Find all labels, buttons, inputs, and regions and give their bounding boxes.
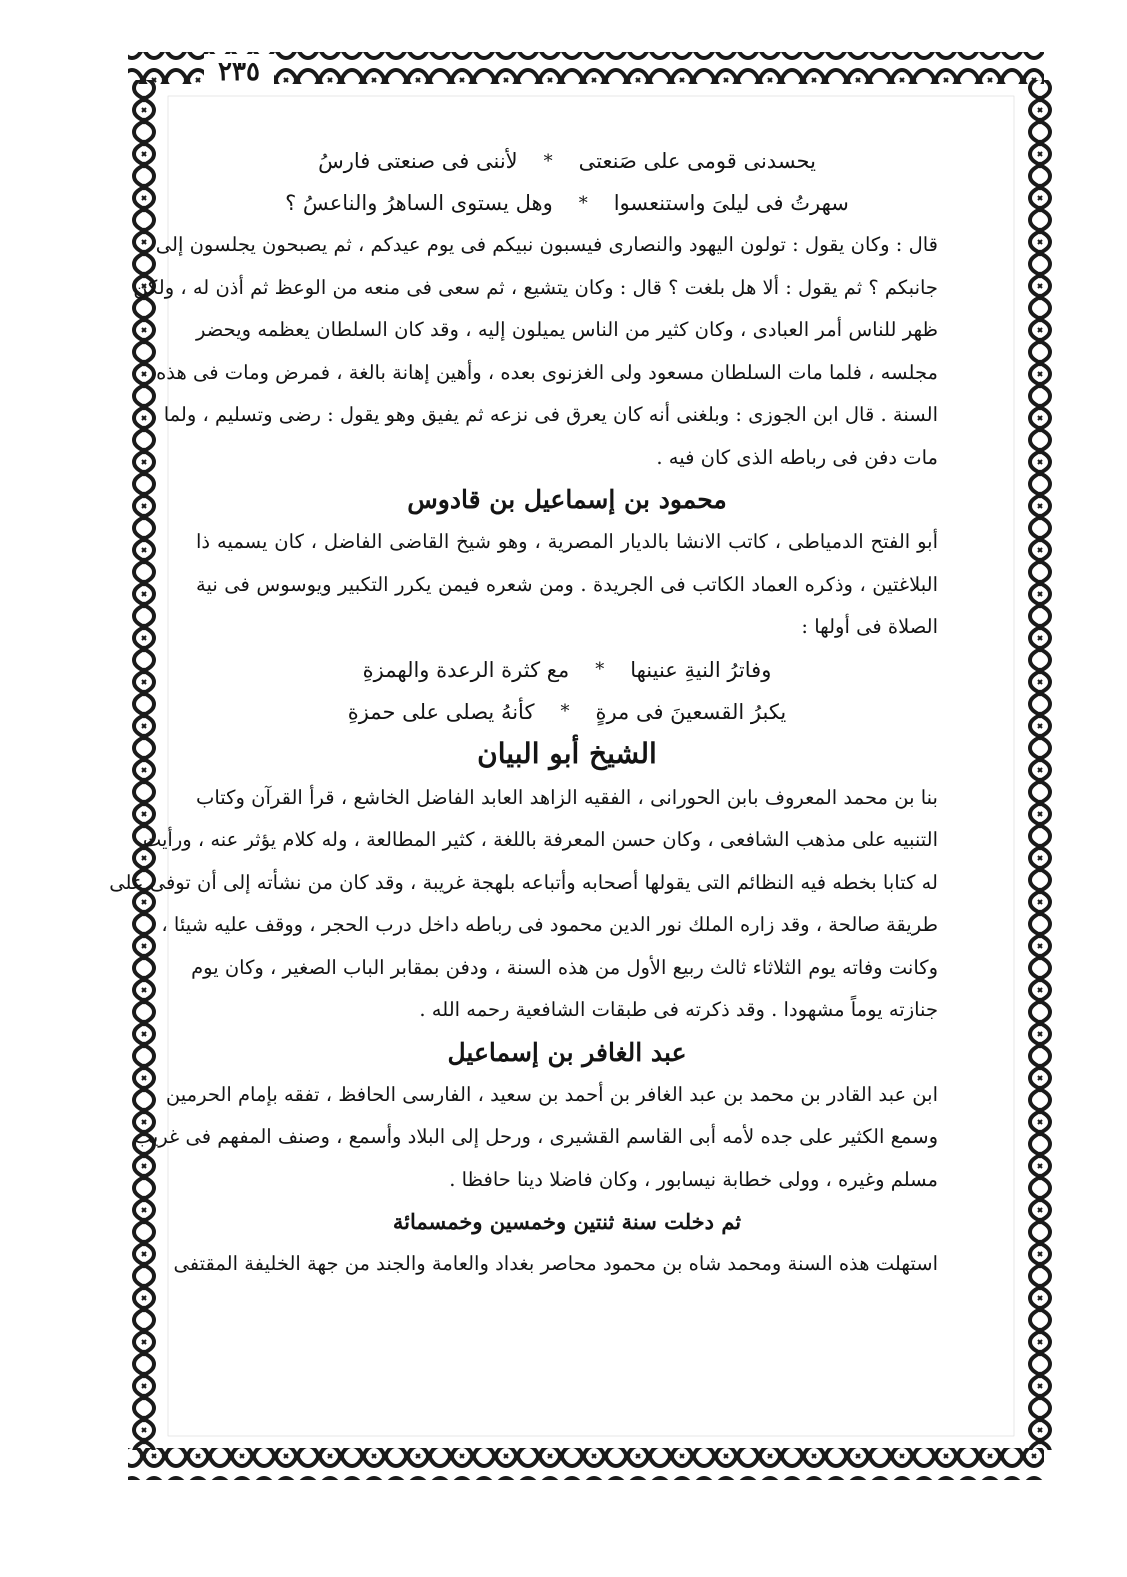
- paragraph-1: [133, 224, 938, 479]
- text-line: أبو الفتح الدمياطى ، كاتب الانشا بالديار المصرية ، وهو شيخ القاضى الفاضل ، كان يسميه ذا: [196, 530, 938, 553]
- paragraph-3: [109, 777, 938, 1032]
- text-line: له كتابا بخطه فيه النظائم التى يقولها أصحابه وأتباعه بلهجة غريبة ، وقد كان من نشأته إلى أن توفى على: [109, 870, 938, 894]
- text-line: البلاغتين ، وذكره العماد الكاتب فى الجريدة . ومن شعره فيمن يكرر التكبير ويوسوس فى نية: [196, 572, 938, 596]
- page-body: [109, 140, 938, 1430]
- verse-line: [196, 691, 938, 733]
- text-line: قال : وكان يقول : تولون اليهود والنصارى فيسبون نبيكم فى يوم عيدكم ، ثم يصبحون يجلسون إلى: [155, 233, 938, 256]
- section-heading-3: عبد الغافر بن إسماعيل: [447, 1037, 687, 1067]
- paragraph-2: [196, 521, 938, 649]
- text-line: جنازته يوماً مشهودا . وقد ذكرته فى طبقات الشافعية رحمه الله .: [419, 998, 938, 1021]
- page-number: ٢٣٥: [204, 54, 274, 90]
- text-line: التنبيه على مذهب الشافعى ، وكان حسن المعرفة باللغة ، كثير المطالعة ، وله كلام يؤثر عنه ، ورأيت: [142, 828, 938, 851]
- section-heading-1: محمود بن إسماعيل بن قادوس: [407, 485, 727, 514]
- text-line: السنة . قال ابن الجوزى : وبلغنى أنه كان يعرق فى نزعه ثم يفيق وهو يقول : رضى وتسليم ، ولما: [163, 403, 938, 426]
- verse-hemistich-second: لأننى فى صنعتى فارسُ: [318, 149, 518, 173]
- verse-hemistich-first: يحسدنى قومى على صَنعتى: [578, 149, 816, 173]
- paragraph-4: [133, 1074, 938, 1202]
- text-line: وسمع الكثير على جده لأمه أبى القاسم القشيرى ، ورحل إلى البلاد وأسمع ، وصنف المفهم فى غريب: [133, 1125, 938, 1148]
- text-line: مجلسه ، فلما مات السلطان مسعود ولى الغزنوى بعده ، وأهين إهانة بالغة ، فمرض ومات فى هذه: [156, 360, 938, 384]
- verse-hemistich-second: كأنهُ يصلى على حمزةِ: [347, 699, 535, 724]
- border-right: [1022, 80, 1054, 1450]
- text-line: بنا بن محمد المعروف بابن الحورانى ، الفقيه الزاهد العابد الفاضل الخاشع ، قرأ القرآن وكتاب: [196, 785, 938, 809]
- text-line: مات دفن فى رباطه الذى كان فيه .: [656, 445, 938, 469]
- text-line: جانبكم ؟ ثم يقول : ألا هل بلغت ؟ قال : وكان يتشيع ، ثم سعى فى منعه من الوعظ ثم أذن له ، ولكن: [133, 275, 938, 299]
- text-line: مسلم وغيره ، وولى خطابة نيسابور ، وكان فاضلا دينا حافظا .: [449, 1167, 938, 1191]
- verse-block-1: [196, 140, 938, 224]
- verse-hemistich-second: وهل يستوى الساهرُ والناعسُ ؟: [285, 191, 553, 215]
- verse-hemistich-first: يكبرُ القسعينَ فى مرةٍ: [595, 699, 787, 724]
- text-line: وكانت وفاته يوم الثلاثاء ثالث ربيع الأول من هذه السنة ، ودفن بمقابر الباب الصغير ، وكان يوم: [191, 955, 938, 979]
- verse-separator: *: [578, 192, 588, 214]
- verse-separator: *: [543, 150, 553, 172]
- verse-line: [196, 649, 938, 691]
- text-line: ظهر للناس أمر العبادى ، وكان كثير من الناس يميلون إليه ، وقد كان السلطان يعظمه ويحضر: [196, 318, 938, 341]
- section-heading-2: الشيخ أبو البيان: [477, 736, 657, 770]
- verse-separator: *: [560, 701, 570, 722]
- verse-block-2: [196, 649, 938, 733]
- verse-hemistich-first: سهرتُ فى ليلىَ واستنعسوا: [613, 191, 849, 215]
- paragraph-5: [173, 1243, 938, 1286]
- text-line: طريقة صالحة ، وقد زاره الملك نور الدين محمود فى رباطه داخل درب الحجر ، ووقف عليه شيئا ،: [161, 913, 938, 936]
- verse-hemistich-second: مع كثرة الرعدة والهمزةِ: [362, 657, 570, 682]
- text-line: الصلاة فى أولها :: [801, 615, 938, 638]
- text-line: ابن عبد القادر بن محمد بن عبد الغافر بن أحمد بن سعيد ، الفارسى الحافظ ، تفقه بإمام الحرمين: [165, 1082, 938, 1106]
- verse-separator: *: [595, 659, 605, 680]
- verse-line: [196, 140, 938, 182]
- border-bottom: [128, 1448, 1044, 1480]
- year-heading: ثم دخلت سنة ثنتين وخمسين وخمسمائة: [392, 1209, 742, 1234]
- text-line: استهلت هذه السنة ومحمد شاه بن محمود محاصر بغداد والعامة والجند من جهة الخليفة المقتفى: [173, 1252, 938, 1275]
- verse-line: [196, 182, 938, 224]
- verse-hemistich-first: وفاترُ النيةِ عنينها: [630, 657, 772, 682]
